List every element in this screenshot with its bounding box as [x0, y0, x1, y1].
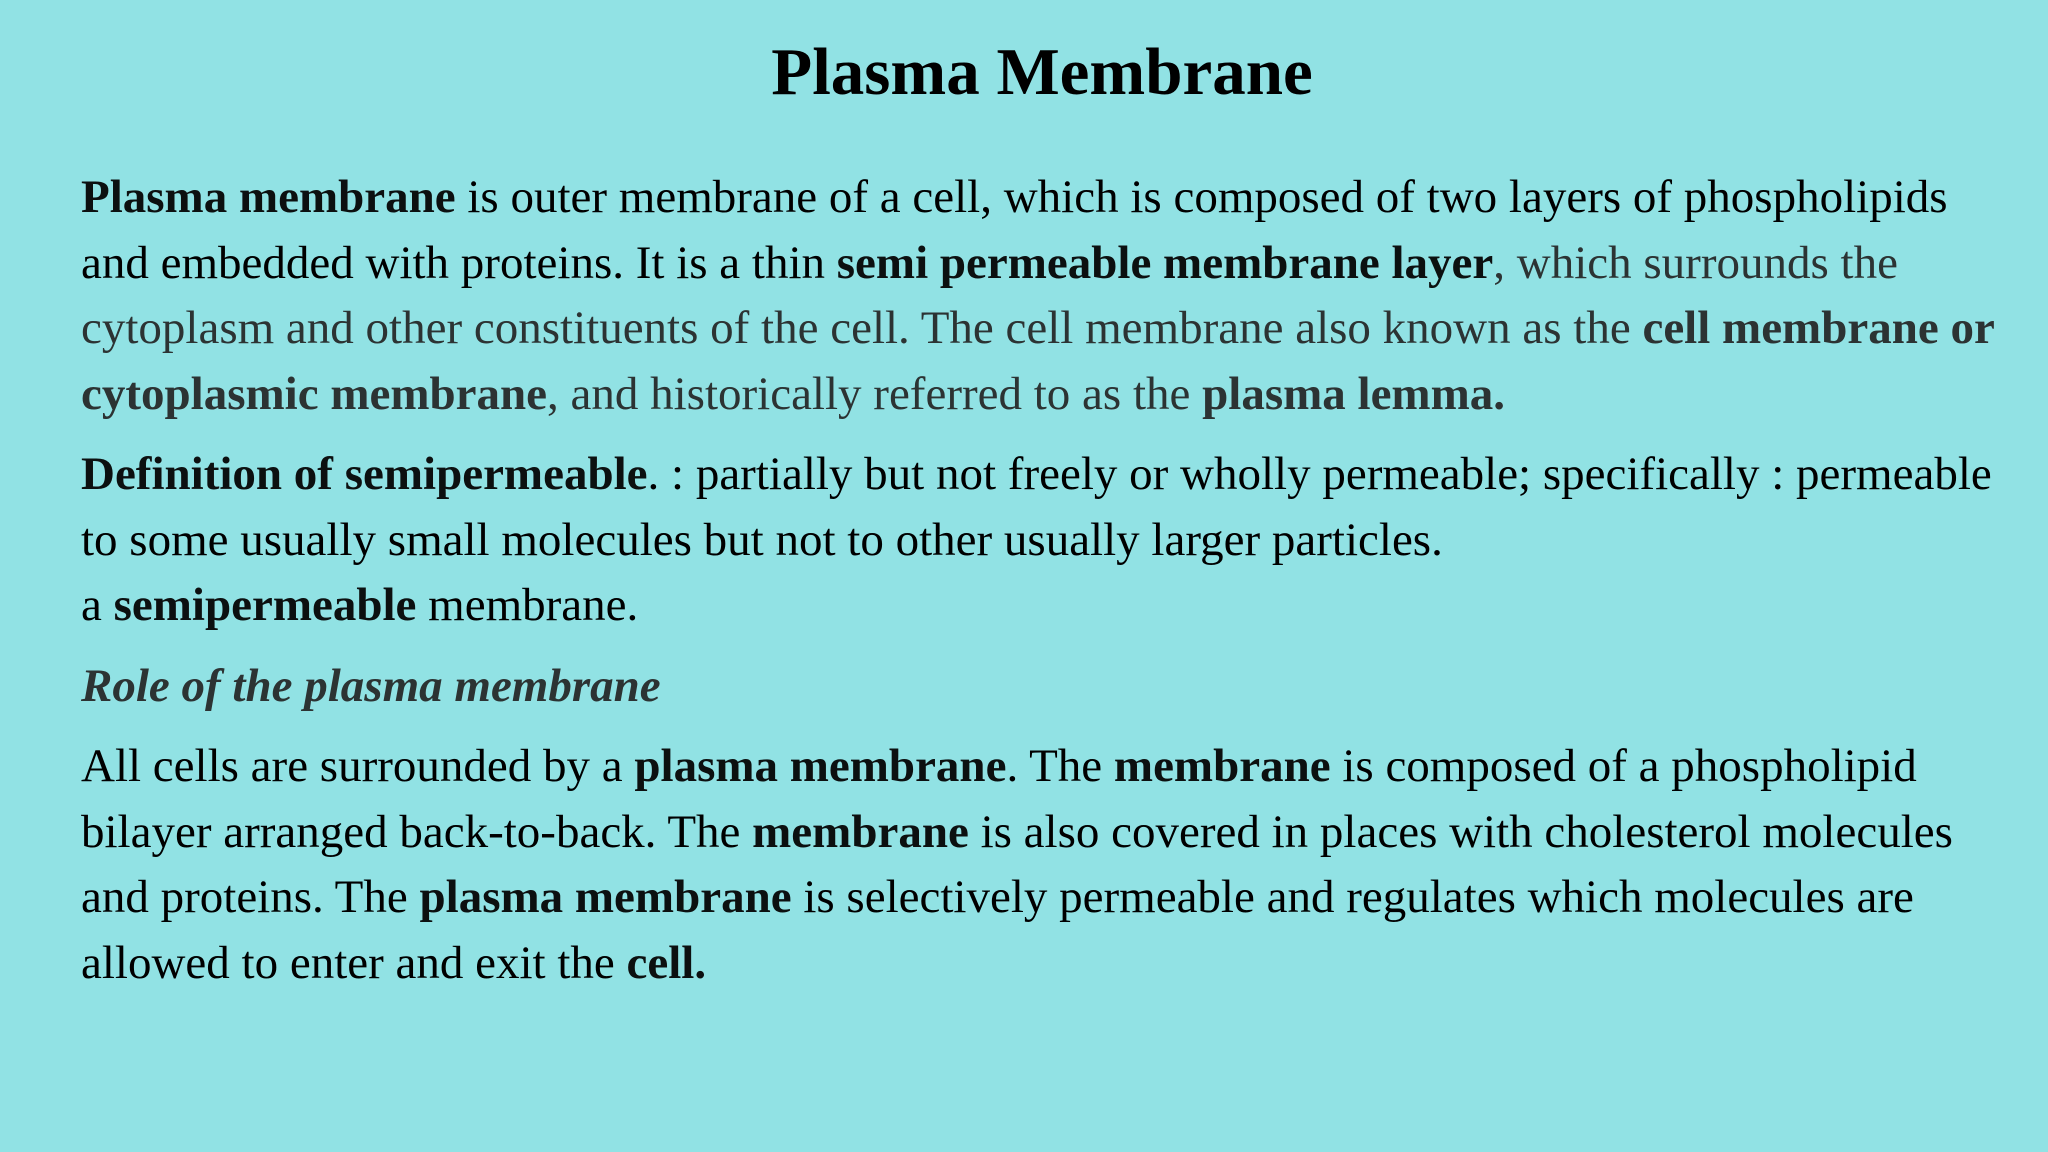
term-plasma-membrane: plasma membrane [634, 740, 1007, 792]
term-semipermeable: semipermeable [113, 579, 417, 631]
term-definition-semipermeable: Definition of semipermeable [81, 448, 648, 500]
text-segment: is also covered in places with cholesterol molecules and proteins. The [81, 805, 1953, 923]
paragraph-plasma-membrane-description [81, 165, 2021, 427]
text-segment: , which surrounds the cytoplasm and other constituents of the cell. The cell membrane also known as the [81, 236, 1898, 354]
term-semi-permeable-layer: semi permeable membrane layer [836, 236, 1494, 289]
term-membrane: membrane [752, 805, 969, 858]
term-plasma-membrane: Plasma membrane [81, 171, 456, 223]
section-heading-role: Role of the plasma membrane [81, 659, 661, 712]
text-segment: is selectively permeable and regulates which molecules are allowed to enter and exit the [81, 871, 1914, 989]
text-segment: is outer membrane of a cell, which is composed of two layers of phospholipids and embedded with proteins. It is a thin [81, 171, 1948, 289]
text-segment: All cells are surrounded by a [81, 740, 635, 792]
text-segment: a [81, 579, 114, 631]
text-segment: is composed of a phospholipid bilayer arranged back-to-back. The [81, 740, 1917, 858]
paragraph-role-description [81, 734, 2021, 996]
slide-content [81, 165, 2021, 996]
term-cell: cell. [626, 936, 707, 989]
term-plasma-lemma: plasma lemma. [1202, 367, 1505, 420]
paragraph-semipermeable-definition [81, 442, 2021, 639]
term-cell-membrane: cell membrane or cytoplasmic membrane [81, 302, 1994, 420]
term-membrane: membrane [1113, 740, 1331, 792]
text-segment: . The [1006, 740, 1114, 792]
slide-title: Plasma Membrane [771, 35, 1313, 109]
text-segment: . : partially but not freely or wholly permeable; specifically : permeable to some usually small molecules but not to other usually larger particles. [81, 448, 1992, 566]
text-segment: , and historically referred to as the [546, 367, 1203, 420]
term-plasma-membrane: plasma membrane [419, 871, 792, 923]
text-segment: membrane. [416, 579, 639, 631]
